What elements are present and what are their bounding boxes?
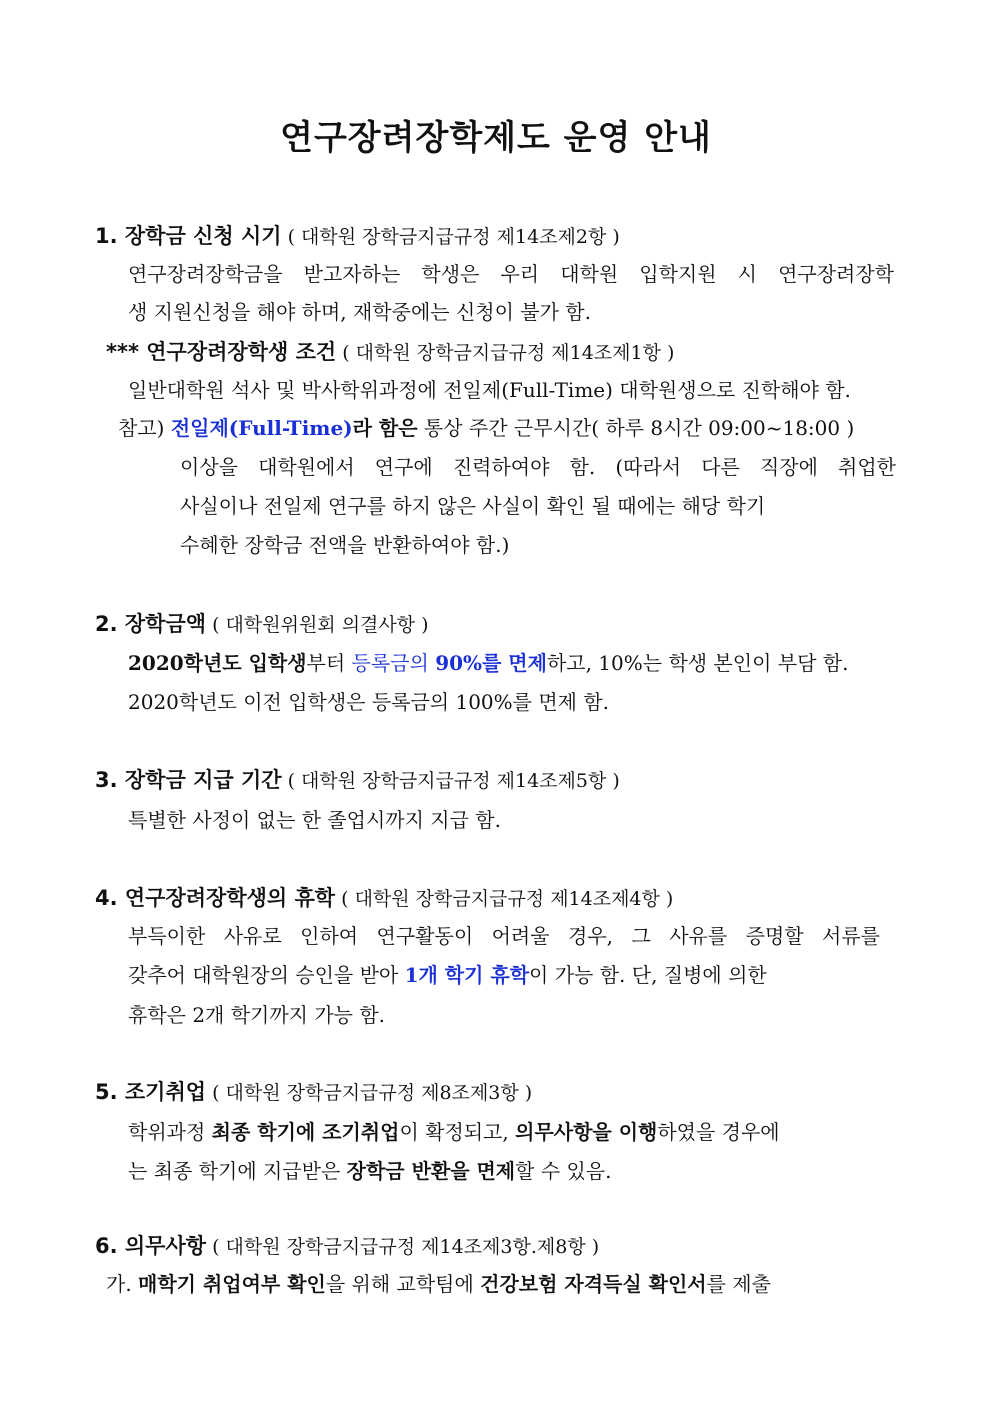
section-5-heading-line bbox=[95, 1078, 532, 1107]
section-5-text-a: 학위과정 bbox=[128, 1120, 212, 1144]
tuition-text: 등록금의 bbox=[351, 651, 436, 675]
note-fulltime-term: 전일제(Full-Time) bbox=[170, 416, 353, 440]
section-4-text-a: 갖추어 대학원장의 승인을 받아 bbox=[128, 963, 405, 987]
early-employment-text: 최종 학기에 조기취업 bbox=[211, 1120, 400, 1144]
note-label: 참고) bbox=[118, 416, 165, 440]
section-4-heading-line bbox=[95, 884, 673, 913]
condition-heading: *** 연구장려장학생 조건 bbox=[106, 340, 337, 364]
section-5-text-d: 는 최종 학기에 지급받은 bbox=[128, 1159, 347, 1183]
section-6-reference: ( 대학원 장학금지급규정 제14조제3항.제8항 ) bbox=[206, 1236, 600, 1258]
note-bold-text: 라 함은 bbox=[352, 416, 418, 440]
admission-year-text: 2020학년도 입학생 bbox=[128, 651, 307, 675]
section-5-text-c: 하였을 경우에 bbox=[657, 1120, 780, 1144]
section-6-text-c: 를 제출 bbox=[706, 1272, 771, 1296]
section-3-heading-line bbox=[95, 766, 620, 795]
section-3-reference: ( 대학원 장학금지급규정 제14조제5항 ) bbox=[281, 770, 620, 792]
section-6-heading-line bbox=[95, 1232, 599, 1261]
section-2-text-a: 부터 bbox=[306, 651, 352, 675]
section-3-heading: 3. 장학금 지급 기간 bbox=[95, 768, 282, 792]
section-5-reference: ( 대학원 장학금지급규정 제8조제3항 ) bbox=[206, 1082, 533, 1104]
condition-heading-line bbox=[106, 338, 674, 367]
section-5-line-1 bbox=[128, 1118, 780, 1146]
section-4-line-3: 휴학은 2개 학기까지 가능 함. bbox=[128, 1003, 386, 1027]
note-line-3: 사실이나 전일제 연구를 하지 않은 사실이 확인 될 때에는 해당 학기 bbox=[180, 494, 766, 518]
employment-check-text: 매학기 취업여부 확인 bbox=[138, 1272, 326, 1296]
section-1-reference: ( 대학원 장학금지급규정 제14조제2항 ) bbox=[281, 226, 620, 248]
page-title: 연구장려장학제도 운영 안내 bbox=[280, 118, 712, 158]
section-2-line-2: 2020학년도 이전 입학생은 등록금의 100%를 면제 함. bbox=[128, 690, 610, 714]
section-5-line-2 bbox=[128, 1157, 612, 1185]
note-line-4: 수혜한 장학금 전액을 반환하여야 함.) bbox=[180, 533, 510, 557]
section-2-heading-line bbox=[95, 610, 429, 639]
section-4-line-1: 부득이한 사유로 인하여 연구활동이 어려울 경우, 그 사유를 증명할 서류를 bbox=[128, 924, 880, 948]
section-6-text-b: 을 위해 교학팀에 bbox=[325, 1272, 481, 1296]
section-1-heading: 1. 장학금 신청 시기 bbox=[95, 224, 282, 248]
section-5-text-b: 이 확정되고, bbox=[399, 1120, 516, 1144]
section-6-heading: 6. 의무사항 bbox=[95, 1234, 207, 1258]
leave-of-absence-text: 1개 학기 휴학 bbox=[404, 963, 530, 987]
note-rest-text: 통상 주간 근무시간( 하루 8시간 09:00~18:00 ) bbox=[417, 416, 855, 440]
note-line-2: 이상을 대학원에서 연구에 진력하여야 함. (따라서 다른 직장에 취업한 bbox=[180, 455, 896, 479]
section-6-line-1 bbox=[106, 1270, 771, 1298]
section-2-heading: 2. 장학금액 bbox=[95, 612, 207, 636]
section-5-text-e: 할 수 있음. bbox=[515, 1159, 612, 1183]
section-4-reference: ( 대학원 장학금지급규정 제14조제4항 ) bbox=[335, 888, 674, 910]
obligation-fulfilled-text: 의무사항을 이행 bbox=[515, 1120, 658, 1144]
section-3-line-1: 특별한 사정이 없는 한 졸업시까지 지급 함. bbox=[128, 808, 501, 832]
section-2-text-b: 하고, 10%는 학생 본인이 부담 함. bbox=[546, 651, 849, 675]
tuition-exemption-text: 90%를 면제 bbox=[435, 651, 547, 675]
section-4-line-2 bbox=[128, 961, 767, 989]
section-4-text-b: 이 가능 함. 단, 질병에 의한 bbox=[529, 963, 767, 987]
section-4-heading: 4. 연구장려장학생의 휴학 bbox=[95, 886, 336, 910]
condition-reference: ( 대학원 장학금지급규정 제14조제1항 ) bbox=[336, 342, 675, 364]
refund-exemption-text: 장학금 반환을 면제 bbox=[346, 1159, 516, 1183]
condition-line: 일반대학원 석사 및 박사학위과정에 전일제(Full-Time) 대학원생으로 진학해야 함. bbox=[128, 378, 851, 402]
section-6-item-label: 가. bbox=[106, 1272, 139, 1296]
note-line-1 bbox=[118, 414, 854, 442]
section-5-heading: 5. 조기취업 bbox=[95, 1080, 207, 1104]
section-2-line-1 bbox=[128, 649, 848, 677]
section-2-reference: ( 대학원위원회 의결사항 ) bbox=[206, 614, 429, 636]
health-insurance-certificate-text: 건강보험 자격득실 확인서 bbox=[480, 1272, 707, 1296]
section-1-line-1: 연구장려장학금을 받고자하는 학생은 우리 대학원 입학지원 시 연구장려장학 bbox=[128, 262, 894, 286]
section-1-line-2: 생 지원신청을 해야 하며, 재학중에는 신청이 불가 함. bbox=[128, 300, 591, 324]
section-1-heading-line bbox=[95, 222, 620, 251]
